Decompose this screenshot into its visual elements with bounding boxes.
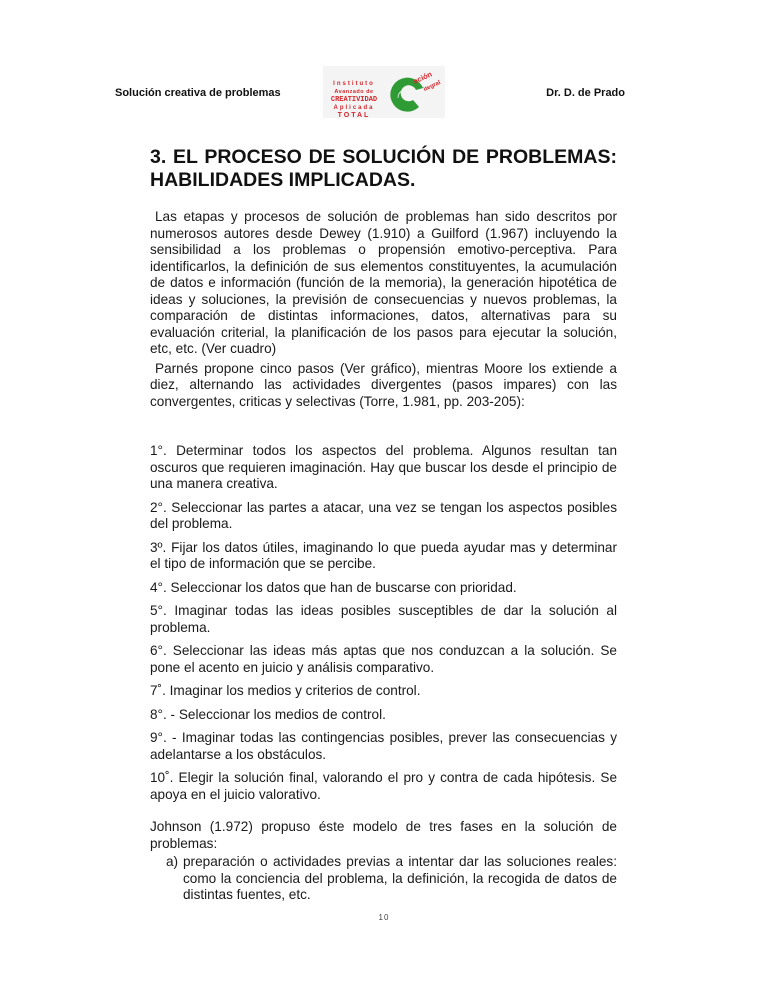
step-number: 9°.: [150, 730, 167, 745]
phase-label: a): [166, 854, 179, 869]
step-item: [150, 730, 617, 763]
step-text: Determinar todos los aspectos del problema. Algunos resultan tan oscuros que requieren imaginación. Hay que buscar los desde el principio de una manera creativa.: [150, 443, 617, 491]
phase-text: preparación o actividades previas a intentar dar las soluciones reales: como la conciencia del problema, la definición, la recogida de datos de distintas fuentes, etc.: [183, 854, 617, 902]
logo-line-1: Instituto: [333, 81, 375, 87]
step-text: - Seleccionar los medios de control.: [166, 706, 386, 722]
section-title: [150, 146, 617, 192]
johnson-phases-list: [166, 854, 617, 904]
step-item: [150, 707, 617, 724]
step-item: [150, 603, 617, 636]
logo-line-3: CREATIVIDAD: [330, 96, 378, 104]
step-item: [150, 580, 617, 597]
logo-institute-text: [325, 80, 383, 120]
step-number: 10˚.: [150, 770, 174, 785]
step-number: 6°.: [150, 643, 167, 658]
step-text: - Imaginar todas las contingencias posibles, prever las consecuencias y adelantarse a los obstáculos.: [150, 730, 617, 762]
step-item: [150, 770, 617, 803]
header-author: Dr. D. de Prado: [546, 87, 625, 99]
svg-text:ación: ación: [411, 69, 434, 86]
intro-paragraph-1: Las etapas y procesos de solución de problemas han sido descritos por numerosos autores desde Dewey (1.910) a Guilford (1.967) incluyendo la sensibilidad a los problemas o propensión emotivo-perceptiva. Para identificarlos, la definición de sus elementos constituyentes, la acumulación de datos e información (función de la memoria), la generación hipotética de ideas y soluciones, la previsión de consecuencias y nuevos problemas, la comparación de distintas informaciones, datos, alternativas para su evaluación criterial, la planificación de los pasos para ejecutar la solución, etc, etc. (Ver cuadro): [150, 209, 617, 356]
logo-line-2: Avanzado de: [334, 89, 374, 95]
step-number: 3º.: [150, 539, 167, 555]
logo-line-5: TOTAL: [337, 112, 371, 119]
section-title-line-1: 3. EL PROCESO DE SOLUCIÓN DE PROBLEMAS:: [150, 146, 617, 168]
step-text: Fijar los datos útiles, imaginando lo que pueda ayudar mas y determinar el tipo de información que se percibe.: [150, 539, 617, 571]
step-number: 8°.: [150, 706, 167, 722]
educacion-integral-emblem-icon: [383, 66, 445, 118]
step-number: 4°.: [150, 579, 167, 595]
step-text: Imaginar todas las ideas posibles susceptibles de dar la solución al problema.: [150, 603, 617, 635]
step-number: 1°.: [150, 443, 167, 458]
step-number: 2°.: [150, 499, 167, 515]
step-text: Imaginar los medios y criterios de control.: [165, 683, 421, 698]
step-item: [150, 540, 617, 573]
page-header: [0, 0, 768, 130]
step-number: 7˚.: [150, 683, 166, 698]
step-text: Seleccionar las partes a atacar, una vez se tengan los aspectos posibles del problema.: [150, 499, 617, 531]
johnson-paragraph: Johnson (1.972) propuso éste modelo de tres fases en la solución de problemas:: [150, 819, 617, 851]
intro-paragraph-2: Parnés propone cinco pasos (Ver gráfico), mientras Moore los extiende a diez, alternando las actividades divergentes (pasos impares) con las convergentes, criticas y selectivas (Torre, 1.981, pp. 203-205):: [150, 360, 617, 409]
step-item: [150, 443, 617, 493]
step-item: [150, 500, 617, 533]
section-title-line-2: HABILIDADES IMPLICADAS.: [150, 169, 416, 191]
moore-steps-list: [150, 443, 617, 803]
phase-item: [166, 854, 617, 904]
step-number: 5°.: [150, 603, 167, 618]
step-text: Elegir la solución final, valorando el pro y contra de cada hipótesis. Se apoya en el juicio valorativo.: [150, 770, 617, 802]
step-text: Seleccionar los datos que han de buscarse con prioridad.: [166, 579, 517, 595]
step-item: [150, 683, 617, 700]
header-document-title: Solución creativa de problemas: [115, 87, 281, 99]
svg-text:itegral: itegral: [422, 79, 442, 94]
institute-logo: [323, 66, 445, 118]
logo-line-4: Aplicada: [333, 105, 375, 111]
page-number: 10: [378, 913, 390, 922]
step-text: Seleccionar las ideas más aptas que nos conduzcan a la solución. Se pone el acento en juicio y análisis comparativo.: [150, 643, 617, 675]
document-body: [150, 146, 617, 904]
step-item: [150, 643, 617, 676]
